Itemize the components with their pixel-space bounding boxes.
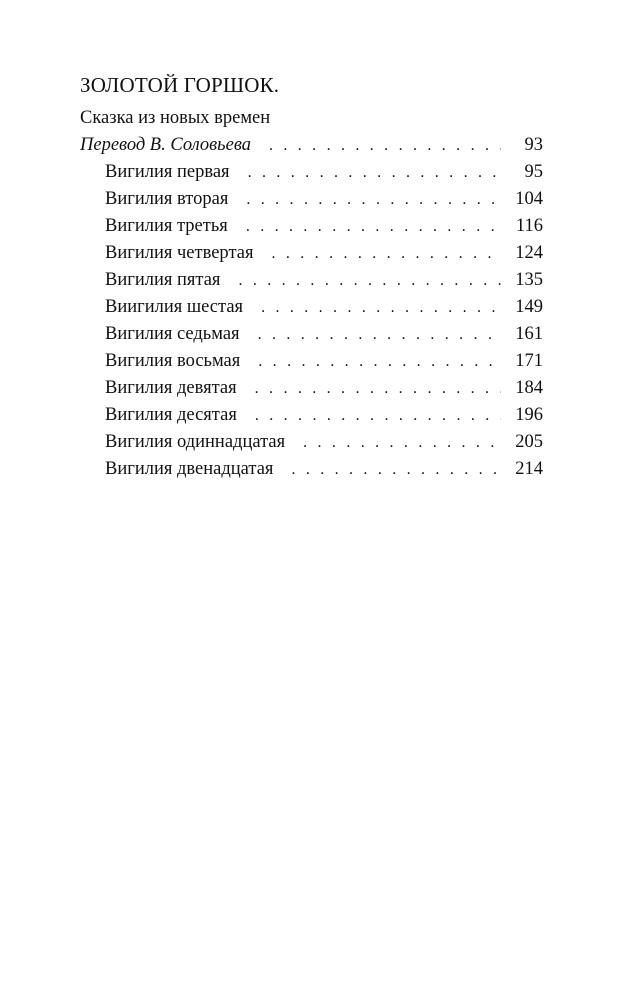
toc-entry-page: 161 — [515, 324, 543, 344]
dot-leader — [248, 159, 501, 186]
dot-leader — [303, 429, 501, 456]
dot-leader — [246, 186, 501, 213]
toc-entry — [80, 213, 543, 240]
toc-entry-page: 214 — [515, 459, 543, 479]
toc-entry — [80, 159, 543, 186]
toc-entry — [80, 456, 543, 483]
dot-leader — [291, 456, 501, 483]
dot-leader — [271, 240, 501, 267]
section-heading: ЗОЛОТОЙ ГОРШОК. — [80, 73, 280, 97]
dot-leader — [255, 402, 501, 429]
section-subtitle: Сказка из новых времен — [80, 108, 271, 128]
toc-entry-translation — [80, 132, 543, 159]
toc-entry-title: Вигилия третья — [105, 216, 228, 236]
dot-leader — [246, 213, 501, 240]
dot-leader — [238, 267, 501, 294]
toc-entry-title: Вигилия десятая — [105, 405, 237, 425]
toc-entry-title: Вигилия восьмая — [105, 351, 241, 371]
toc-entry-title: Виигилия шестая — [105, 297, 244, 317]
toc-entry-title: Вигилия двенадцатая — [105, 459, 274, 479]
toc-entry-page: 116 — [515, 216, 543, 236]
toc-entry-title: Вигилия вторая — [105, 189, 229, 209]
toc-entry-page: 184 — [515, 378, 543, 398]
toc-entry-page: 93 — [524, 135, 543, 155]
toc-entry-page: 124 — [515, 243, 543, 263]
toc-entry — [80, 429, 543, 456]
toc-entry-title: Вигилия седьмая — [105, 324, 240, 344]
toc-entry — [80, 321, 543, 348]
toc-entry-page: 171 — [515, 351, 543, 371]
dot-leader — [255, 375, 501, 402]
toc-entry-title: Вигилия четвертая — [105, 243, 254, 263]
dot-leader — [258, 321, 501, 348]
toc-entry — [80, 348, 543, 375]
toc-entry — [80, 294, 543, 321]
table-of-contents — [80, 70, 543, 483]
toc-entry-title: Вигилия одиннадцатая — [105, 432, 286, 452]
toc-entry — [80, 240, 543, 267]
toc-entry-title: Вигилия девятая — [105, 378, 237, 398]
toc-entry-page: 135 — [515, 270, 543, 290]
dot-leader — [258, 348, 501, 375]
toc-entry-title: Перевод В. Соловьева — [80, 135, 251, 155]
toc-entry-page: 196 — [515, 405, 543, 425]
toc-entry-title: Вигилия пятая — [105, 270, 221, 290]
toc-entry — [80, 267, 543, 294]
toc-entry — [80, 375, 543, 402]
toc-entry-page: 149 — [515, 297, 543, 317]
toc-entry-page: 95 — [524, 162, 543, 182]
toc-entry-title: Вигилия первая — [105, 162, 230, 182]
toc-entry — [80, 402, 543, 429]
toc-entry-page: 205 — [515, 432, 543, 452]
dot-leader — [261, 294, 501, 321]
toc-entry — [80, 186, 543, 213]
toc-entry-page: 104 — [515, 189, 543, 209]
dot-leader — [269, 132, 501, 159]
